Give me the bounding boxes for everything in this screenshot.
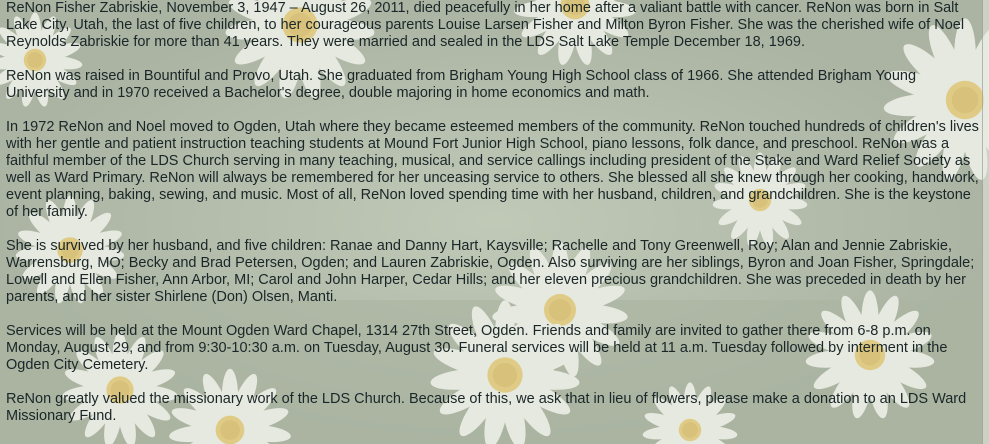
paragraph-community: In 1972 ReNon and Noel moved to Ogden, Utah where they became esteemed members of the community. ReNon touched hundreds of children's lives with her gentle and patient instruction teaching students at Mound Fort Junior High School, piano lessons, folk dance, and preschool. ReNon was a faithful member of the LDS Church serving in many teaching, musical, and service callings including president of the Stake and Ward Relief Society as well as Ward Primary. ReNon will always be remembered for her unceasing service to others. She blessed all she knew through her cooking, handwork, event planning, baking, sewing, and music. Most of all, ReNon loved spending time with her husband, children, and grandchildren. She is the keystone of her family. (6, 119, 979, 220)
paragraph-survivors: She is survived by her husband, and five children: Ranae and Danny Hart, Kaysville; Rachelle and Tony Greenwell, Roy; Alan and Jennie Zabriskie, Warrensburg, MO; Becky and Brad Petersen, Ogden; and Lauren Zabriskie, Ogden. Also surviving are her siblings, Byron and Joan Fisher, Springdale; Lowell and Ellen Fisher, Ann Arbor, MI; Carol and John Harper, Cedar Hills; and her eleven precious grandchildren. She was preceded in death by her parents, and her sister Shirlene (Don) Olsen, Manti. (6, 238, 975, 305)
obituary-text (6, 0, 982, 442)
paragraph-intro: ReNon Fisher Zabriskie, November 3, 1947 – August 26, 2011, died peacefully in her home after a valiant battle with cancer. ReNon was born in Salt Lake City, Utah, the last of five children, to her courageous parents Louise Larsen Fisher and Milton Byron Fisher. She was the cherished wife of Noel Reynolds Zabriskie for more than 41 years. They were married and sealed in the LDS Salt Lake Temple December 18, 1969. (6, 0, 965, 50)
scrollbar[interactable] (982, 0, 989, 444)
paragraph-services: Services will be held at the Mount Ogden Ward Chapel, 1314 27th Street, Ogden. Friends and family are invited to gather there from 6-8 p.m. on Monday, August 29, and from 9:30-10:30 a.m. on Tuesday, August 30. Funeral services will be held at 11 a.m. Tuesday followed by interment in the Ogden City Cemetery. (6, 323, 948, 373)
paragraph-donations: ReNon greatly valued the missionary work of the LDS Church. Because of this, we ask that in lieu of flowers, please make a donation to an LDS Ward Missionary Fund. (6, 391, 967, 424)
paragraph-education: ReNon was raised in Bountiful and Provo, Utah. She graduated from Brigham Young High School class of 1966. She attended Brigham Young University and in 1970 received a Bachelor's degree, double majoring in home economics and math. (6, 68, 917, 101)
